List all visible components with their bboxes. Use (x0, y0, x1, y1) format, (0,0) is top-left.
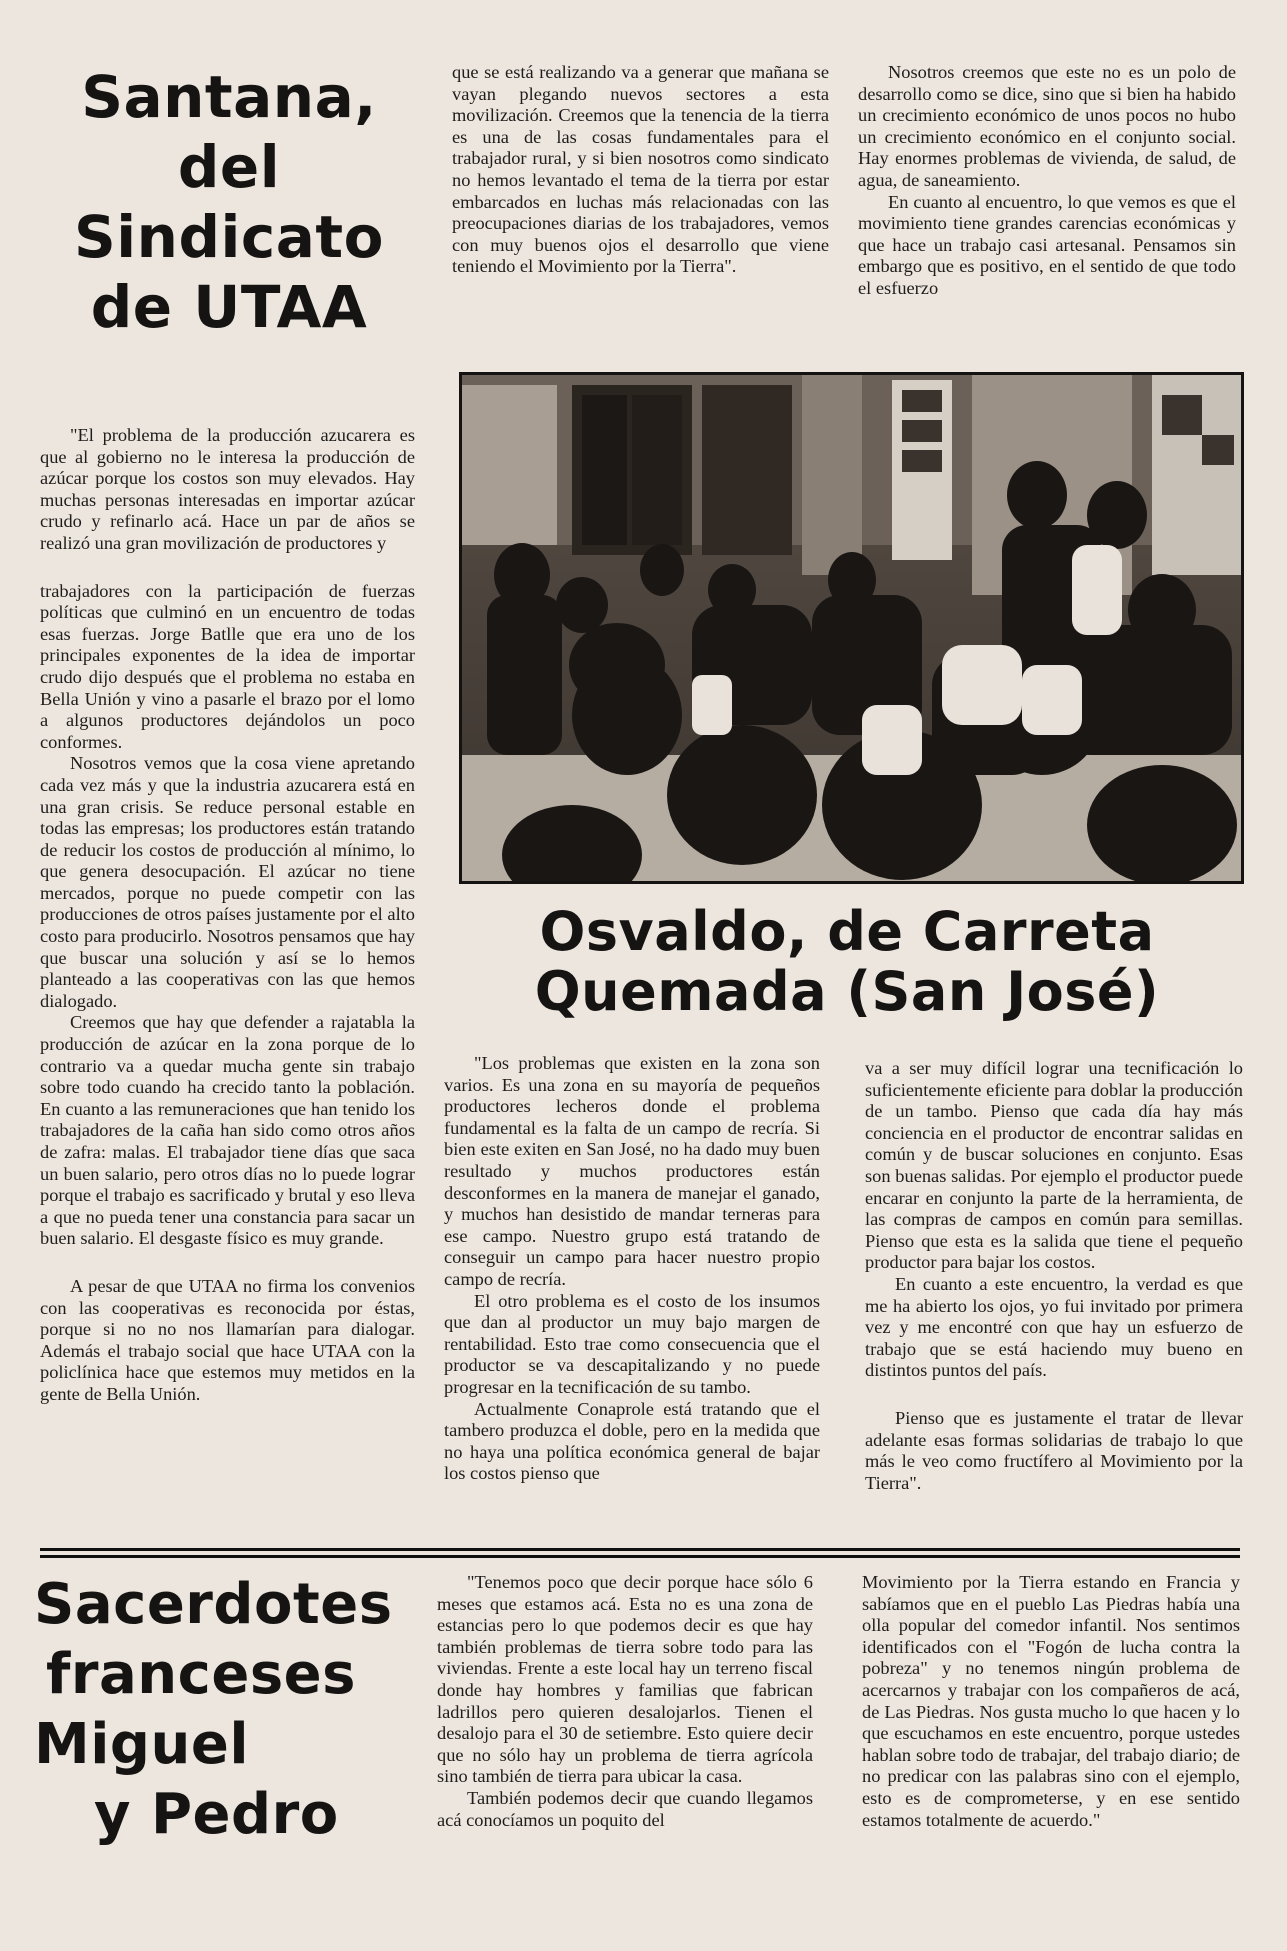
headline-santana-line: de UTAA (90, 273, 368, 341)
headline-osvaldo-line: Osvaldo, de Carreta (539, 900, 1155, 963)
section-divider (40, 1555, 1240, 1558)
osvaldo-column-right (865, 1058, 1243, 1494)
santana-column-top-middle (452, 62, 829, 278)
section-divider (40, 1548, 1240, 1551)
photo-illustration (462, 375, 1241, 881)
headline-santana-line: Sindicato (74, 203, 384, 271)
paragraph: "El problema de la producción azucarera es que al gobierno no le interesa la producción de azúcar porque los costos son muy elevados. Hay muchas personas interesadas en importar azúcar crudo y refinarlo acá. Hace un par de años se realizó una gran movilización de productores y (40, 425, 415, 553)
headline-osvaldo-line: Quemada (San José) (534, 960, 1160, 1023)
paragraph: Pienso que es justamente el tratar de llevar adelante esas formas solidarias de trabajo lo que más le veo como fructífero al Movimiento por la Tierra". (865, 1407, 1243, 1493)
meeting-photo (459, 372, 1244, 884)
paragraph: Nosotros vemos que la cosa viene apretando cada vez más y que la industria azucarera está en una gran crisis. Se reduce personal estable en todas las empresas; los productores están tratando de reducir los costos de producción al mínimo, lo que genera desocupación. El azúcar no tiene mercados, porque no puede competir con las producciones de otros países justamente por el alto costo para producirlo. Nosotros pensamos que hay que buscar una solución y así se lo hemos planteado a las cooperativas con las que hemos dialogado. (40, 753, 415, 1011)
paragraph: También podemos decir que cuando llegamos acá conocíamos un poquito del (437, 1787, 813, 1830)
paragraph: Movimiento por la Tierra estando en Francia y sabíamos que en el pueblo Las Piedras había una olla popular del comedor infantil. Nos sentimos identificados con el "Fogón de lucha contra la pobreza" y no tenemos ningún problema de acercarnos y trabajar con los compañeros de acá, de Las Piedras. Nos gusta mucho lo que hacen y lo que escuchamos en este encuentro, porque ustedes hablan sobre todo de trabajar, del trabajo diario; de no predicar con las palabras sino con el ejemplo, esto es de comprometerse, y en ese sentido estamos totalmente de acuerdo." (862, 1572, 1240, 1830)
paragraph: Actualmente Conaprole está tratando que el tambero produzca el doble, pero en la medida que no haya una política económica general de bajar los costos pienso que (444, 1398, 820, 1484)
paragraph: En cuanto a este encuentro, la verdad es que me ha abierto los ojos, yo fui invitado por primera vez y me encontré con que hay un esfuerzo de trabajo que se está haciendo muy bueno en distintos puntos del país. (865, 1273, 1243, 1381)
headline-santana-line: Santana, (81, 63, 377, 131)
sacerdotes-column-right (862, 1572, 1240, 1831)
paragraph: "Los problemas que existen en la zona son varios. Es una zona en su mayoría de pequeños productores lecheros donde el problema fundamental es la falta de un campo de recría. Si bien este exiten en San José, no ha dado muy buen resultado y muchos productores están desconformes en la manera de manejar el ganado, y muchos han desistido de mandar terneras para ese campo. Nuestro grupo está tratando de conseguir un campo para hacer nuestro propio campo de recría. (444, 1053, 820, 1289)
paragraph: trabajadores con la participación de fuerzas políticas que culminó en un encuentro de todas esas fuerzas. Jorge Batlle que era uno de los principales exponentes de la idea de importar crudo dijo después que el problema no estaba en Bella Unión y vino a pasarle el brazo por el lomo a algunos productores dejándolos un poco conformes. (40, 580, 415, 752)
headline-santana-line: del (177, 133, 281, 201)
headline-sacerdotes-line: y Pedro (94, 1782, 339, 1847)
headline-sacerdotes-line: Miguel (34, 1712, 250, 1777)
paragraph: va a ser muy difícil lograr una tecnificación lo suficientemente eficiente para doblar la producción de un tambo. Pienso que cada día hay más conciencia en el productor de encontrar salidas en común y de buscar soluciones en conjunto. Esas son buenas salidas. Por ejemplo el productor puede encarar en conjunto la parte de la herramienta, de las compras de campos en común para semillas. Pienso que esta es la salida que tiene el pequeño productor para bajar los costos. (865, 1058, 1243, 1273)
santana-column-left (40, 425, 415, 1406)
santana-column-top-right (858, 62, 1236, 300)
paragraph: En cuanto al encuentro, lo que vemos es que el movimiento tiene grandes carencias económicas y que hace un trabajo casi artesanal. Pensamos sin embargo que es positivo, en el sentido de que todo el esfuerzo (858, 191, 1236, 298)
headline-osvaldo (452, 902, 1242, 1022)
headline-santana (44, 62, 414, 342)
paragraph: El otro problema es el costo de los insumos que dan al productor un muy bajo margen de rentabilidad. Esto trae como consecuencia que el productor se va descapitalizando y no puede progresar en la tecnificación de su tambo. (444, 1290, 820, 1397)
paragraph: "Tenemos poco que decir porque hace sólo 6 meses que estamos acá. Esta no es una zona de estancias pero lo que podemos decir es que hay también problemas de tierra sobre todo para las viviendas. Frente a este local hay un terreno fiscal donde hay hombres y familias que fabrican ladrillos pero quieren desalojarlos. Tienen el desalojo para el 30 de setiembre. Esto quiere decir que no sólo hay un problema de tierra agrícola sino también de tierra para ubicar la casa. (437, 1572, 813, 1787)
paragraph: que se está realizando va a generar que mañana se vayan plegando nuevos sectores a esta movilización. Creemos que la tenencia de la tierra es una de las cosas fundamentales para el trabajador rural, y si bien nosotros como sindicato no hemos levantado el tema de la tierra por estar embarcados en luchas más relacionadas con las preocupaciones diarias de los trabajadores, vemos con muy buenos ojos el desarrollo que viene teniendo el Movimiento por la Tierra". (452, 62, 829, 277)
headline-sacerdotes-line: franceses (46, 1642, 356, 1707)
paragraph: A pesar de que UTAA no firma los convenios con las cooperativas es reconocida por éstas, porque si no no nos llamarían para dialogar. Además el trabajo social que hace UTAA con la policlínica hace que estemos muy metidos en la gente de Bella Unión. (40, 1275, 415, 1404)
headline-sacerdotes (34, 1570, 414, 1850)
sacerdotes-column-middle (437, 1572, 813, 1831)
paragraph: Nosotros creemos que este no es un polo de desarrollo como se dice, sino que si bien ha habido un crecimiento económico de unos pocos no hubo un crecimiento económico en el conjunto social. Hay enormes problemas de vivienda, de salud, de agua, de saneamiento. (858, 62, 1236, 190)
paragraph: Creemos que hay que defender a rajatabla la producción de azúcar en la zona porque de lo contrario va a quedar mucha gente sin trabajo sobre todo cuando ha crecido tanto la población. En cuanto a las remuneraciones que han tenido los trabajadores de la caña han sido como otros años de zafra: malas. El trabajador tiene días que saca un buen salario, pero otros días no lo puede lograr porque el trabajo es sacrificado y brutal y eso lleva a que no pueda tener una constancia para sacar un buen salario. El desgaste físico es muy grande. (40, 1012, 415, 1249)
osvaldo-column-middle (444, 1053, 820, 1485)
headline-sacerdotes-line: Sacerdotes (34, 1572, 393, 1637)
